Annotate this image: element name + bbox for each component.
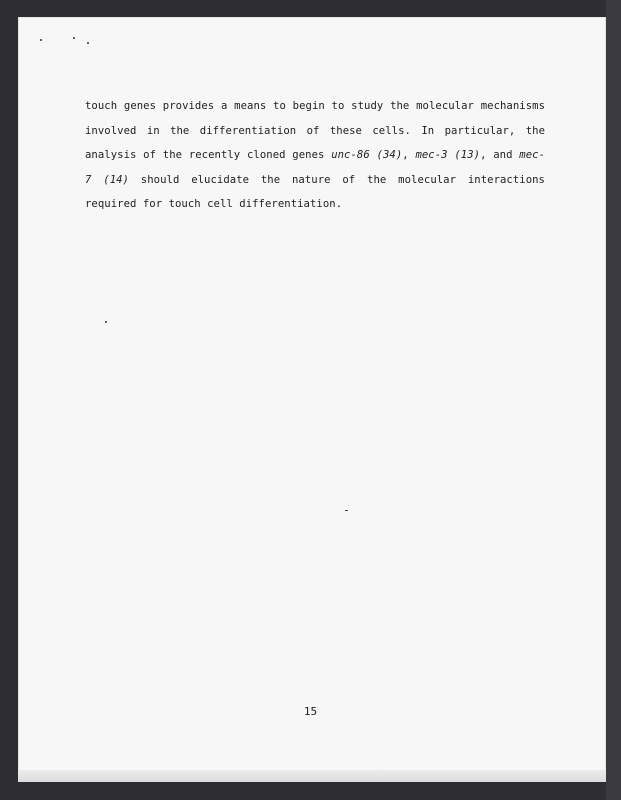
scan-speck [73, 37, 75, 39]
scan-speck [87, 42, 89, 44]
gene-name: unc-86 [331, 149, 370, 161]
gene-name: mec-7 [85, 149, 546, 186]
citation: (14) [103, 173, 129, 186]
scan-speck [105, 321, 107, 323]
paragraph-text: , and [480, 149, 520, 161]
paper-bottom-edge [18, 770, 606, 782]
page-number: 15 [303, 705, 318, 718]
citation: (13) [454, 149, 481, 161]
scan-speck [40, 39, 42, 41]
citation: (34) [376, 149, 403, 161]
body-paragraph [85, 94, 545, 217]
paragraph-text: , [402, 149, 416, 161]
paragraph-text: should elucidate the nature of the molecular interactions required for touch cell differentiation. [85, 173, 545, 210]
scan-border-strip [606, 0, 621, 800]
scan-speck [345, 510, 348, 511]
paragraph-text: touch genes provides a means to begin to study the molecular mechanisms involved in the differentiation of these cells. In particular, the analysis of the recently cloned genes [85, 100, 545, 161]
gene-name: mec-3 [415, 149, 448, 161]
